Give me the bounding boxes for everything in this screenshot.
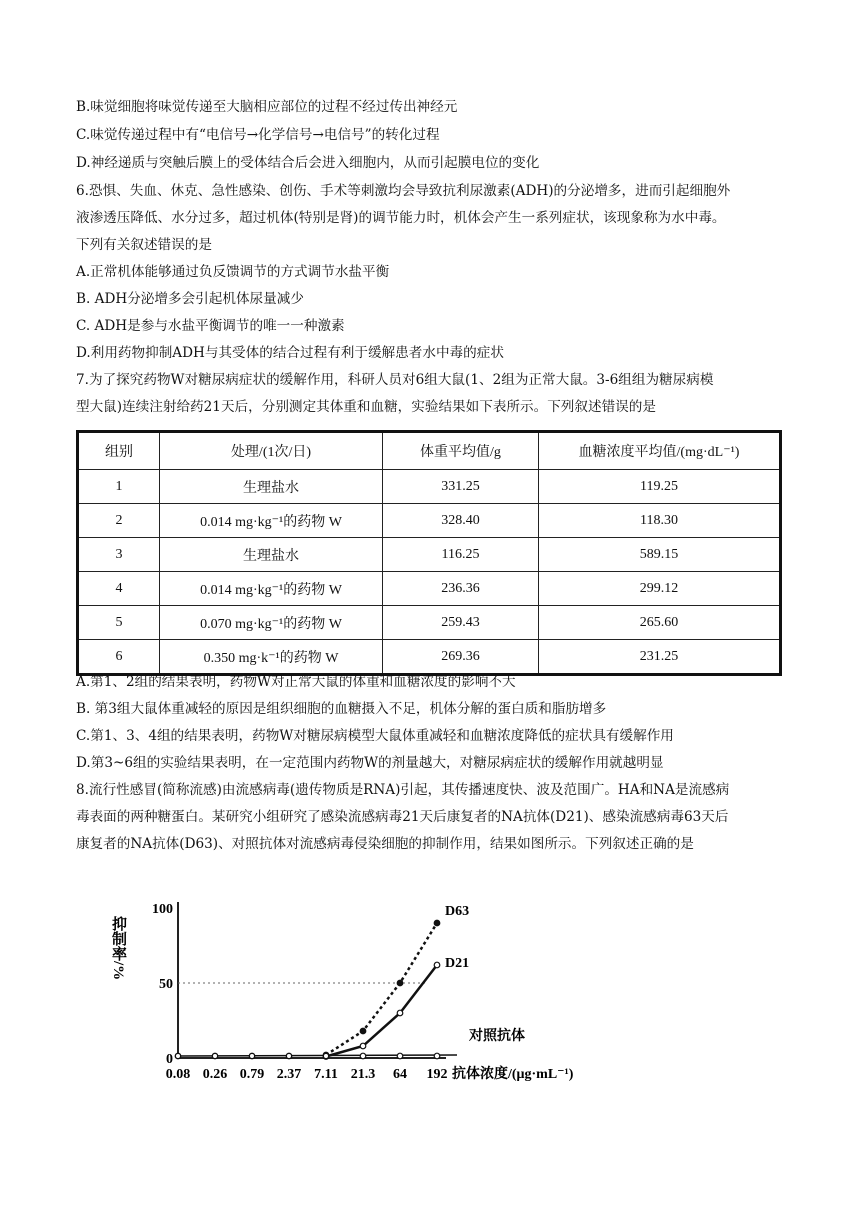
- table-cell: 1: [78, 470, 160, 504]
- x-axis-label: 抗体浓度/(μg·mL⁻¹): [452, 1067, 574, 1082]
- data-point: [397, 1010, 403, 1016]
- text-line: 型大鼠)连续注射给药21天后，分别测定其体重和血糖，实验结果如下表所示。下列叙述错误的是: [76, 399, 656, 415]
- data-point: [287, 1054, 292, 1059]
- data-point: [324, 1054, 329, 1059]
- table-cell: 589.15: [539, 538, 781, 572]
- x-tick-label: 21.3: [350, 1067, 376, 1082]
- table-cell: 0.070 mg·kg⁻¹的药物 W: [160, 606, 383, 640]
- series-label: D63: [445, 904, 470, 919]
- text-line: D.利用药物抑制ADH与其受体的结合过程有利于缓解患者水中毒的症状: [76, 345, 504, 361]
- x-tick-label: 0.26: [202, 1067, 228, 1082]
- table-header: 处理/(1次/日): [160, 432, 383, 470]
- data-point: [360, 1053, 366, 1059]
- table-cell: 265.60: [539, 606, 781, 640]
- table-cell: 生理盐水: [160, 538, 383, 572]
- text-line: C. ADH是参与水盐平衡调节的唯一一种激素: [76, 318, 345, 334]
- y-tick-label: 0: [166, 1052, 173, 1067]
- data-point: [397, 1053, 403, 1059]
- series-line: [178, 1055, 457, 1056]
- table-cell: 0.014 mg·kg⁻¹的药物 W: [160, 572, 383, 606]
- x-tick-label: 0.79: [239, 1067, 265, 1082]
- table-cell: 116.25: [383, 538, 539, 572]
- table-row: [78, 538, 781, 572]
- table-cell: 236.36: [383, 572, 539, 606]
- table-cell: 生理盐水: [160, 470, 383, 504]
- results-table: [76, 430, 782, 676]
- table-cell: 119.25: [539, 470, 781, 504]
- table-row: [78, 470, 781, 504]
- text-line: 液渗透压降低、水分过多，超过机体(特别是肾)的调节能力时，机体会产生一系列症状，该现象称为水中毒。: [76, 210, 726, 226]
- series-label: 对照抗体: [469, 1029, 525, 1044]
- table-row: [78, 504, 781, 538]
- series-label: D21: [445, 956, 470, 971]
- table-cell: 0.350 mg·k⁻¹的药物 W: [160, 640, 383, 675]
- table-row: [78, 572, 781, 606]
- x-tick-label: 2.37: [276, 1067, 302, 1082]
- text-line: 毒表面的两种糖蛋白。某研究小组研究了感染流感病毒21天后康复者的NA抗体(D21)、感染流感病毒63天后: [76, 809, 729, 825]
- table-cell: 3: [78, 538, 160, 572]
- text-line: C.第1、3、4组的结果表明，药物W对糖尿病模型大鼠体重减轻和血糖浓度降低的症状具有缓解作用: [76, 728, 674, 744]
- text-line: B. ADH分泌增多会引起机体尿量减少: [76, 291, 304, 307]
- inhibition-chart: [110, 890, 630, 1100]
- data-point: [176, 1054, 181, 1059]
- text-line: C.味觉传递过程中有“电信号→化学信号→电信号”的转化过程: [76, 127, 440, 143]
- table-header: 体重平均值/g: [383, 432, 539, 470]
- table-cell: 5: [78, 606, 160, 640]
- table-row: [78, 606, 781, 640]
- text-line: B. 第3组大鼠体重减轻的原因是组织细胞的血糖摄入不足，机体分解的蛋白质和脂肪增多: [76, 701, 607, 717]
- table-cell: 299.12: [539, 572, 781, 606]
- x-tick-label: 64: [393, 1067, 407, 1082]
- data-point: [434, 962, 440, 968]
- table-header: 组别: [78, 432, 160, 470]
- table-cell: 231.25: [539, 640, 781, 675]
- table-cell: 328.40: [383, 504, 539, 538]
- data-point: [360, 1043, 366, 1049]
- data-point: [213, 1054, 218, 1059]
- x-tick-label: 0.08: [165, 1067, 191, 1082]
- data-point: [434, 920, 440, 926]
- table-row: [78, 640, 781, 675]
- chart-marks: [175, 904, 525, 1059]
- text-line: 下列有关叙述错误的是: [76, 237, 212, 253]
- table-cell: 6: [78, 640, 160, 675]
- text-line: 8.流行性感冒(简称流感)由流感病毒(遗传物质是RNA)引起，其传播速度快、波及范围广。HA和NA是流感病: [76, 782, 730, 798]
- table-cell: 0.014 mg·kg⁻¹的药物 W: [160, 504, 383, 538]
- text-line: 康复者的NA抗体(D63)、对照抗体对流感病毒侵染细胞的抑制作用，结果如图所示。下列叙述正确的是: [76, 836, 694, 852]
- text-line: D.神经递质与突触后膜上的受体结合后会进入细胞内，从而引起膜电位的变化: [76, 155, 540, 171]
- table-cell: 269.36: [383, 640, 539, 675]
- table-cell: 4: [78, 572, 160, 606]
- data-point: [434, 1053, 440, 1059]
- text-line: B.味觉细胞将味觉传递至大脑相应部位的过程不经过传出神经元: [76, 99, 458, 115]
- text-line: 7.为了探究药物W对糖尿病症状的缓解作用，科研人员对6组大鼠(1、2组为正常大鼠。3-6组组为糖尿病模: [76, 372, 714, 388]
- table-cell: 2: [78, 504, 160, 538]
- x-tick-label: 192: [426, 1067, 448, 1082]
- series-line: [326, 923, 437, 1055]
- table-cell: 259.43: [383, 606, 539, 640]
- x-tick-label: 7.11: [314, 1067, 338, 1082]
- table-cell: 331.25: [383, 470, 539, 504]
- table-header: 血糖浓度平均值/(mg·dL⁻¹): [539, 432, 781, 470]
- y-tick-label: 100: [152, 902, 173, 917]
- text-line: A.第1、2组的结果表明，药物W对正常大鼠的体重和血糖浓度的影响不大: [76, 674, 516, 690]
- text-line: D.第3~6组的实验结果表明，在一定范围内药物W的剂量越大，对糖尿病症状的缓解作用就越明显: [76, 755, 664, 771]
- text-line: 6.恐惧、失血、休克、急性感染、创伤、手术等刺激均会导致抗利尿激素(ADH)的分泌增多，进而引起细胞外: [76, 183, 731, 199]
- data-point: [397, 980, 403, 986]
- y-tick-label: 50: [159, 977, 173, 992]
- data-point: [250, 1054, 255, 1059]
- text-line: A.正常机体能够通过负反馈调节的方式调节水盐平衡: [76, 264, 390, 280]
- table-header-row: [78, 432, 781, 470]
- data-point: [360, 1028, 366, 1034]
- y-axis-label: 抑制率/%: [110, 916, 126, 981]
- table-cell: 118.30: [539, 504, 781, 538]
